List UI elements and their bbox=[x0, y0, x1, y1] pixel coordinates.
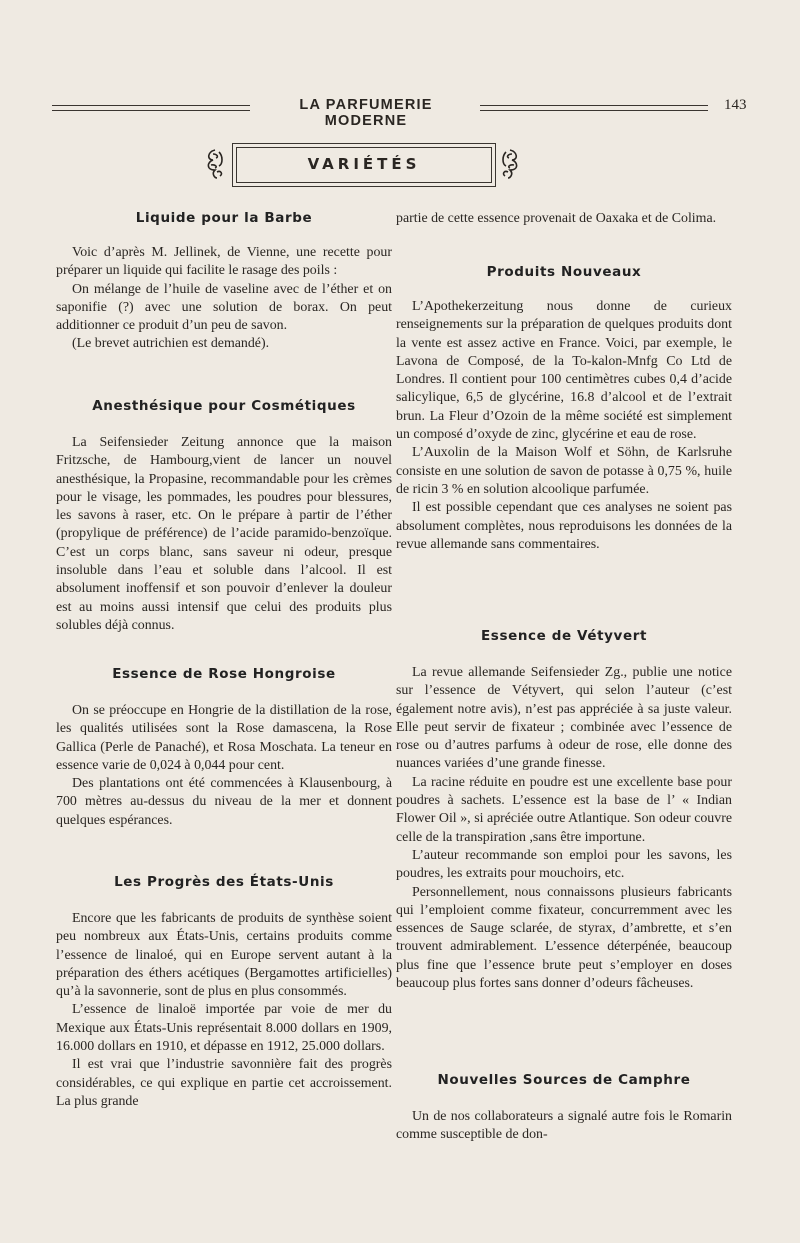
fleuron-ornament-icon bbox=[498, 148, 522, 180]
paragraph: La Seifensieder Zeitung annonce que la maison Fritzsche, de Hambourg,vient de lancer un nouvel anesthésique, la Propasine, recommandable pour les crèmes pour le visage, les pommades, les poudres pour blessures, les savons à raser, etc. On le prépare à partir de l’éther (propylique de préférence) de l’acide paramido-benzoïque. C’est un corps blanc, sans saveur ni odeur, presque insoluble dans l’eau et soluble dans l’alcool. Il est absolument inoffensif et son pouvoir d’enlever la douleur est au moins aussi intensif que celui des produits plus solubles déjà connus. bbox=[56, 435, 392, 633]
article-title: Produits Nouveaux bbox=[486, 264, 642, 280]
paragraph: (Le brevet autrichien est demandé). bbox=[72, 336, 270, 352]
section-banner-inner bbox=[236, 147, 492, 183]
paragraph: On mélange de l’huile de vaseline avec de l’éther et on saponifie (?) avec une solution de borax. On peut additionner ce produit d’un peu de savon. bbox=[56, 281, 392, 334]
journal-title: LA PARFUMERIE MODERNE bbox=[299, 97, 433, 129]
article-etats-unis bbox=[56, 874, 392, 1111]
article-title: Liquide pour la Barbe bbox=[135, 210, 313, 226]
article-liquide-barbe bbox=[56, 210, 392, 354]
paragraph: Encore que les fabricants de produits de synthèse soient peu nombreux aux États-Unis, certains produits comme l’essence de linaloé, qui en Europe servent autant à la préparation des éthers acétiques (Bergamottes artificielles) qu’à la savonnerie, sont de plus en plus consommés. bbox=[56, 911, 392, 1000]
paragraph: Des plantations ont été commencées à Klausenbourg, à 700 mètres au-dessus du niveau de la mer et donnent quelques espérances. bbox=[56, 776, 392, 828]
article-title: Nouvelles Sources de Camphre bbox=[437, 1072, 691, 1088]
header-rule-left bbox=[52, 105, 250, 111]
section-title: VARIÉTÉS bbox=[307, 155, 421, 173]
continuation bbox=[396, 210, 732, 228]
article-title: Anesthésique pour Cosmétiques bbox=[92, 398, 356, 414]
article-vetyvert bbox=[396, 628, 732, 993]
header-rule-right bbox=[480, 105, 708, 111]
paragraph: L’essence de linaloë importée par voie de mer du Mexique aux États-Unis représentait 8.000 dollars en 1909, 16.000 dollars en 1910, et dépasse en 1912, 25.000 dollars. bbox=[56, 1002, 392, 1055]
paragraph: Voic d’après M. Jellinek, de Vienne, une recette pour préparer un liquide qui facilite le rasage des poils : bbox=[56, 245, 392, 279]
paragraph: L’Auxolin de la Maison Wolf et Söhn, de Karlsruhe consiste en une solution de savon de potasse à 0,75 %, huile de ricin 3 % en solution alcoolique parfumée. bbox=[396, 445, 732, 497]
article-title: Les Progrès des États-Unis bbox=[114, 874, 334, 890]
article-produits-nouveaux bbox=[396, 264, 732, 554]
paragraph: On se préoccupe en Hongrie de la distillation de la rose, les qualités utilisées sont la Rose damascena, la Rose Gallica (Perle de Panaché), et Rosa Moschata. La teneur en essence varie de 0,024 à 0,044 pour cent. bbox=[56, 703, 392, 773]
paragraph: L’auteur recommande son emploi pour les savons, les poudres, les extraits pour mouchoirs, etc. bbox=[396, 847, 732, 882]
paragraph: partie de cette essence provenait de Oaxaka et de Colima. bbox=[396, 211, 717, 226]
paragraph: La racine réduite en poudre est une excellente base pour poudres à sachets. L’essence est la base de l’ « Indian Flower Oil », si apréciée outre Atlantique. Son odeur couvre celle de la transpiration ,sans être importune. bbox=[396, 774, 732, 845]
running-header bbox=[52, 97, 758, 129]
paragraph: Il est vrai que l’industrie savonnière fait des progrès considérables, ce qui explique en partie cet accroissement. La plus grande bbox=[56, 1057, 392, 1109]
article-title: Essence de Vétyvert bbox=[480, 628, 648, 644]
article-camphre bbox=[396, 1072, 732, 1145]
article-title: Essence de Rose Hongroise bbox=[112, 666, 336, 682]
page-number: 143 bbox=[724, 97, 747, 113]
paragraph: Il est possible cependant que ces analyses ne soient pas absolument complètes, nous reproduisons les données de la revue allemande sans commentaires. bbox=[396, 500, 732, 552]
paragraph: La revue allemande Seifensieder Zg., publie une notice sur l’essence de Vétyvert, qui selon l’auteur (c’est également notre avis), n’est pas appréciée à sa juste valeur. Elle peut servir de fixateur ; combinée avec l’essence de rose ou d’autres parfums à odeur de rose, elle donne des nuances variées d’une grande finesse. bbox=[396, 665, 732, 772]
paragraph: Un de nos collaborateurs a signalé autre fois le Romarin comme susceptible de don- bbox=[396, 1109, 732, 1143]
paragraph: L’Apothekerzeitung nous donne de curieux renseignements sur la préparation de quelques produits dont la vente est assez active en France. Voici, par exemple, le Lavona de Composé, de la To-kalon-Mnfg Co Ltd de Londres. Il contient pour 100 centimètres cubes 0,4 d’acide salicylique, 6,5 de glycérine, 16.8 d’alcool et de l’extrait brun. La Fleur d’Ozoin de la même société est simplement un composé d’oxyde de zinc, glycérine et eau de rose. bbox=[396, 299, 732, 443]
fleuron-ornament-icon bbox=[203, 148, 227, 180]
article-rose-hongroise bbox=[56, 666, 392, 830]
article-anesthesique bbox=[56, 398, 392, 635]
section-banner bbox=[232, 143, 496, 187]
paragraph: Personnellement, nous connaissons plusieurs fabricants qui l’emploient comme fixateur, concurremment avec les essences de Sauge sclarée, de styrax, d’ambrette, et s’en trouvent admirablement. L’essence déterpénée, beaucoup plus fine que l’essence brute peut s’employer en doses beaucoup plus fortes sans donner d’odeurs fâcheuses. bbox=[396, 884, 732, 992]
